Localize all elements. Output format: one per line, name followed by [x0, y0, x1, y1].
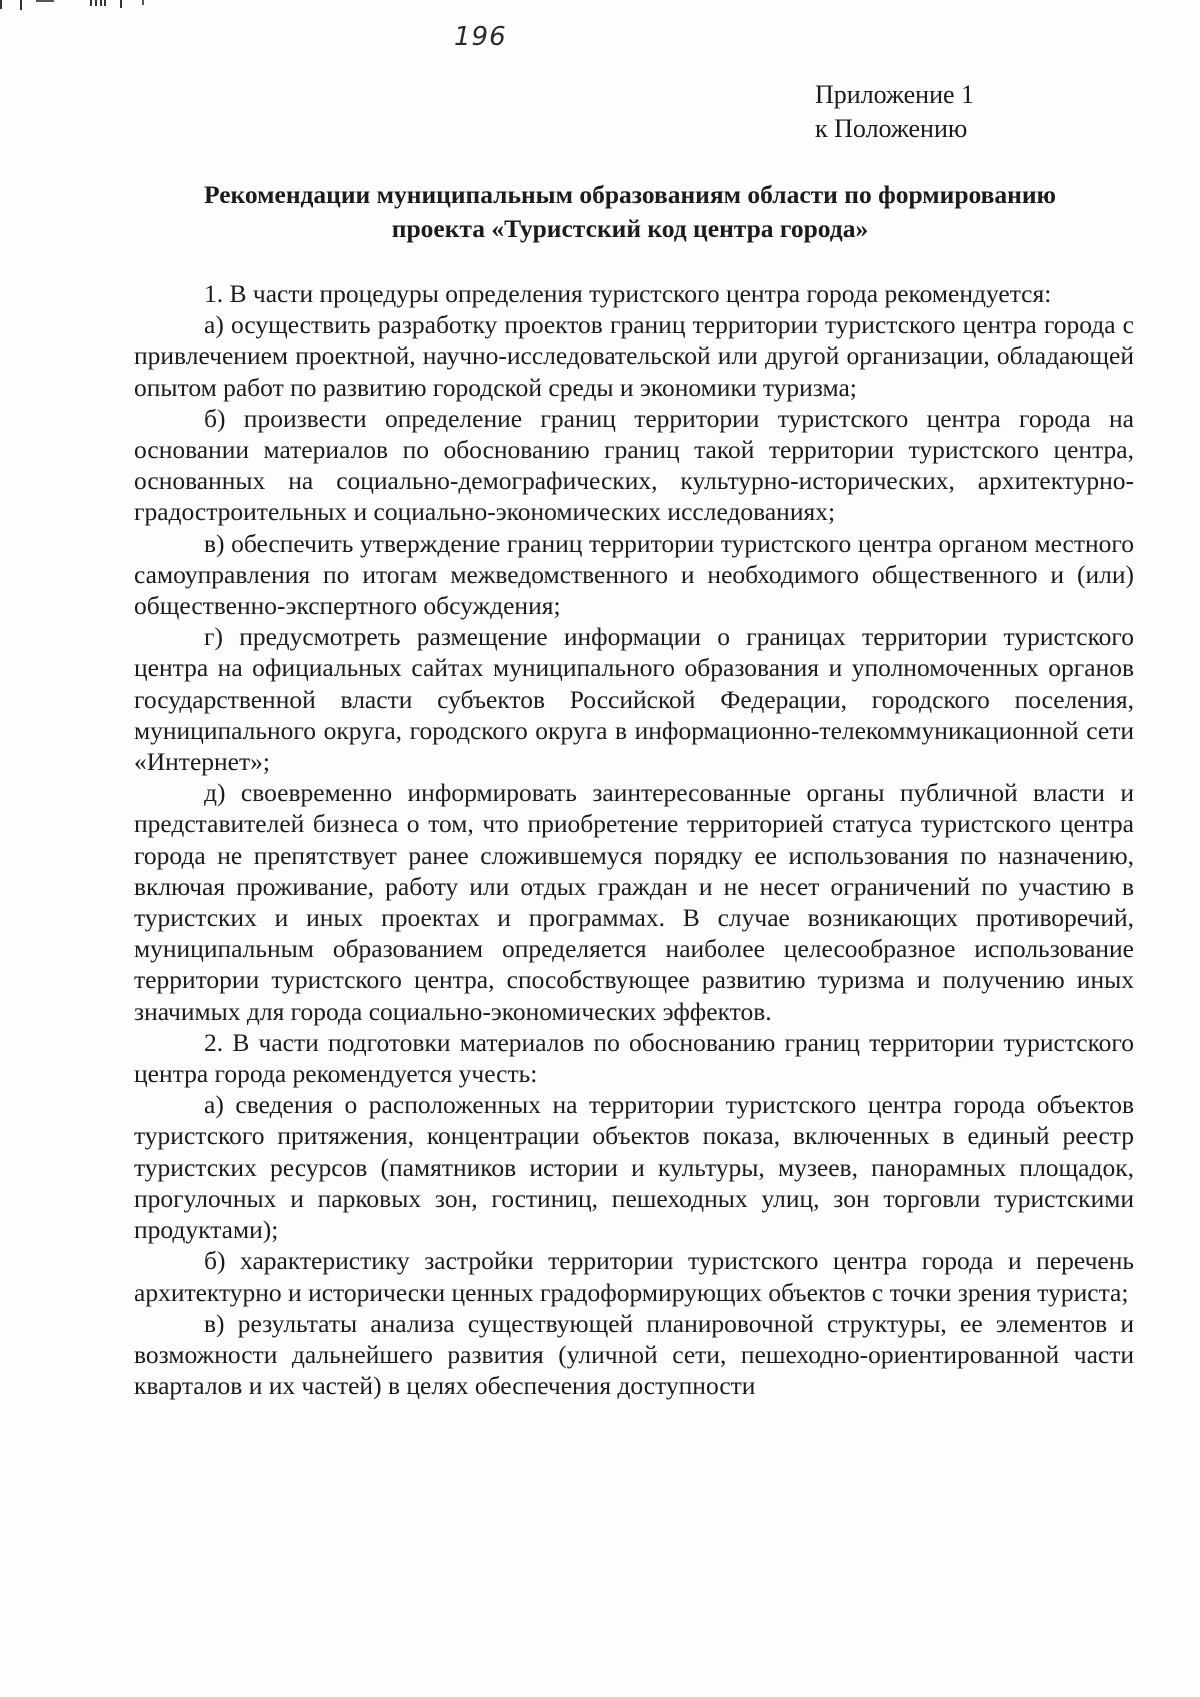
paragraph-1: 1. В части процедуры определения туристского центра города рекомендуется: — [204, 279, 1052, 308]
paragraph-2a: а) сведения о расположенных на территории туристского центра города объектов туристского притяжения, концентрации объектов показа, включенных в единый реестр туристских ресурсов (памятников истории и культуры, музеев, панорамных площадок, прогулочных и парковых зон, гостиниц, пешеходных улиц, зон торговли туристскими продуктами); — [134, 1090, 1134, 1245]
paragraph-2: 2. В части подготовки материалов по обоснованию границ территории туристского центра города рекомендуется учесть: — [134, 1027, 1134, 1089]
paragraph-1b: б) произвести определение границ территории туристского центра города на основании материалов по обоснованию границ такой территории туристского центра, основанных на социально-демографических, культурно-исторических, архитектурно-градостроительных и социально-экономических исследованиях; — [134, 403, 1134, 527]
paragraph-1d: г) предусмотреть размещение информации о границах территории туристского центра на официальных сайтах муниципального образования и уполномоченных органов государственной власти субъектов Российской Федерации, городского поселения, муниципального округа, городского округа в информационно-телекоммуникационной сети «Интернет»; — [134, 622, 1134, 777]
appendix-reference — [815, 78, 974, 146]
appendix-line-1: Приложение 1 — [815, 80, 975, 109]
handwritten-page-number: 196 — [454, 22, 507, 52]
paragraph-2c: в) результаты анализа существующей планировочной структуры, ее элементов и возможности дальнейшего развития (уличной сети, пешеходно-ориентированной части кварталов и их частей) в целях обеспечения доступности — [134, 1308, 1134, 1401]
paragraph-1e: д) своевременно информировать заинтересованные органы публичной власти и представителей бизнеса о том, что приобретение территорией статуса туристского центра города не препятствует ранее сложившемуся порядку ее использования по назначению, включая проживание, работу или отдых граждан и не несет ограничений по участию в туристских и иных проектах и программах. В случае возникающих противоречий, муниципальным образованием определяется наиболее целесообразное использование территории туристского центра, способствующее развитию туризма и получению иных значимых для города социально-экономических эффектов. — [134, 778, 1134, 1026]
title-line-1: Рекомендации муниципальным образованиям области по формированию — [203, 180, 1057, 209]
appendix-line-2: к Положению — [815, 114, 968, 143]
paragraph-2b: б) характеристику застройки территории туристского центра города и перечень архитектурно и исторически ценных градоформирующих объектов с точки зрения туриста; — [134, 1246, 1134, 1307]
paragraph-1a: а) осуществить разработку проектов границ территории туристского центра города с привлечением проектной, научно-исследовательской или другой организации, обладающей опытом работ по развитию городской среды и экономики туризма; — [134, 310, 1134, 402]
document-body — [134, 278, 1134, 1401]
title-line-2: проекта «Туристский код центра города» — [391, 214, 869, 243]
paragraph-1c: в) обеспечить утверждение границ территории туристского центра органом местного самоуправления по итогам межведомственного и необходимого общественного и (или) общественно-экспертного обсуждения; — [134, 528, 1134, 621]
scan-edge-marks — [0, 0, 160, 12]
document-title — [130, 178, 1130, 246]
